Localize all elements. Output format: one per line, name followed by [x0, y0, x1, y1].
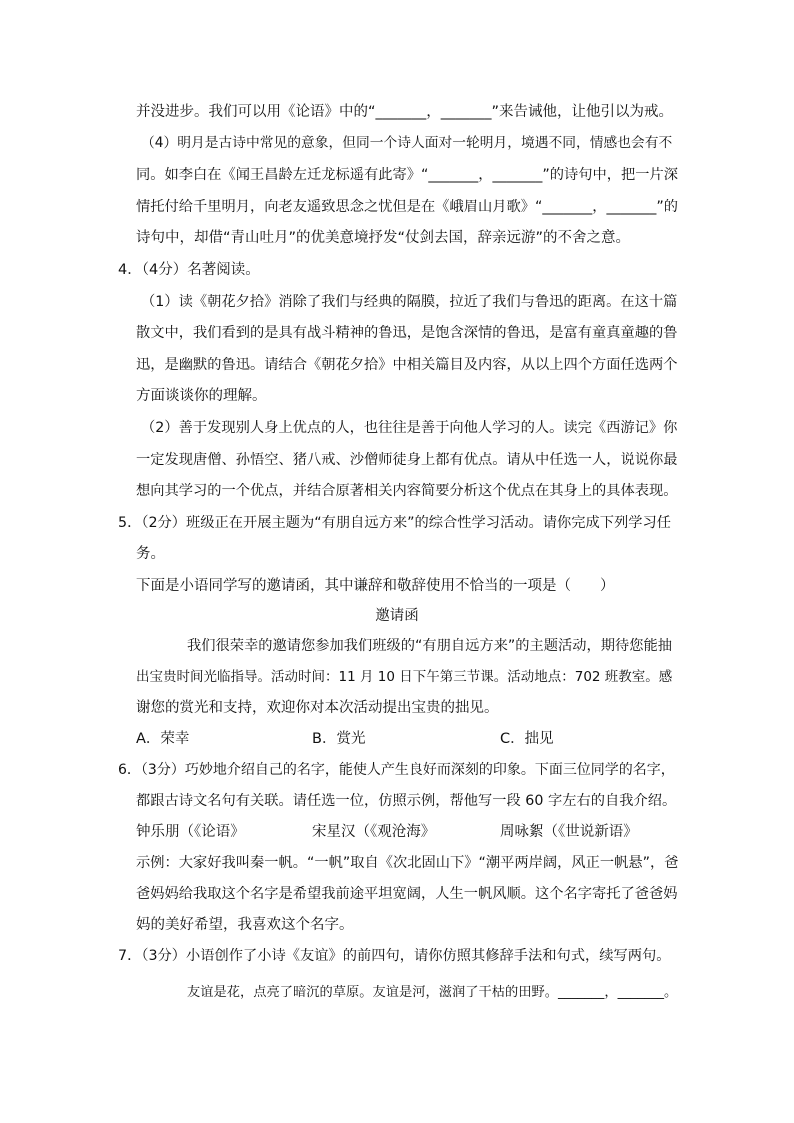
q4-sub1-line: 迅，是幽默的鲁迅。请结合《朝花夕拾》中相关篇目及内容，从以上四个方面任选两个: [136, 357, 678, 373]
name-option: 周咏絮（《世说新语》: [500, 824, 638, 840]
option-c: C．拙见: [500, 731, 554, 747]
q6-title: 6．（3分）巧妙地介绍自己的名字，能使人产生良好而深刻的印象。下面三位同学的名字，: [118, 762, 675, 778]
option-a: A．荣幸: [136, 731, 190, 747]
letter-title: 邀请函: [375, 608, 419, 624]
q3-sub4-line: 情托付给千里明月，向老友遥致思念之忧但是在《峨眉山月歌》“_______，_______”的: [136, 199, 679, 215]
q5-title: 5．（2分）班级正在开展主题为“有朋自远方来”的综合性学习活动。请你完成下列学习任: [118, 515, 672, 531]
q4-sub2-line: 想向其学习的一个优点，并结合原著相关内容简要分析这个优点在其身上的具体表现。: [136, 483, 678, 499]
q3-sub4-line: 诗句中，却借“青山吐月”的优美意境抒发“仗剑去国，辞亲远游”的不舍之意。: [136, 230, 631, 246]
name-option: 钟乐朋（《论语》: [136, 824, 245, 840]
option-b: B．赏光: [312, 731, 366, 747]
q6-line: 都跟古诗文名句有关联。请任选一位，仿照示例，帮他写一段 60 字左右的自我介绍。: [136, 793, 677, 809]
q4-sub1-line: 散文中，我们看到的是具有战斗精神的鲁迅，是饱含深情的鲁迅，是富有童真童趣的鲁: [136, 325, 678, 341]
example-line: 妈的美好希望，我喜欢这个名字。: [136, 917, 354, 933]
q4-sub1-line: 方面谈谈你的理解。: [136, 388, 267, 404]
q7-poem-line: 友谊是花，点亮了暗沉的草原。友谊是河，滋润了干枯的田野。_______，_______。: [187, 985, 678, 1000]
q4-sub2-line: （2）善于发现别人身上优点的人，也往往是善于向他人学习的人。读完《西游记》你: [141, 420, 678, 436]
letter-line: 我们很荣幸的邀请您参加我们班级的“有朋自远方来”的主题活动，期待您能抽: [187, 638, 673, 654]
q3-sub4-line: （4）明月是古诗中常见的意象，但同一个诗人面对一轮明月，境遇不同，情感也会有不: [141, 135, 673, 151]
letter-line: 出宝贵时间光临指导。活动时间：11 月 10 日下午第三节课。活动地点：702 班教室。感: [136, 669, 673, 685]
name-option: 宋星汉（《观沧海》: [312, 824, 436, 840]
example-line: 爸妈妈给我取这个名字是希望我前途平坦宽阔，人生一帆风顺。这个名字寄托了爸爸妈: [136, 886, 678, 902]
q5-question: 下面是小语同学写的邀请函，其中谦辞和敬辞使用不恰当的一项是（ ）: [136, 578, 615, 594]
example-line: 示例：大家好我叫秦一帆。“一帆”取自《次北固山下》“潮平两岸阔，风正一帆悬”，爸: [136, 855, 679, 871]
q3-sub4-line: 同。如李白在《闻王昌龄左迁龙标遥有此寄》“_______，_______”的诗句中，把一片深: [136, 167, 679, 183]
letter-line: 谢您的赏光和支持，欢迎你对本次活动提出宝贵的拙见。: [136, 700, 499, 716]
q4-sub1-line: （1）读《朝花夕拾》消除了我们与经典的隔膜，拉近了我们与鲁迅的距离。在这十篇: [141, 294, 678, 310]
q4-sub2-line: 一定发现唐僧、孙悟空、猪八戒、沙僧师徒身上都有优点。请从中任选一人，说说你最: [136, 452, 678, 468]
q5-line: 务。: [136, 546, 165, 562]
q4-title: 4．（4分）名著阅读。: [118, 262, 260, 278]
q3-line: 并没进步。我们可以用《论语》中的“_______，_______”来告诫他，让他引以为戒。: [136, 104, 674, 120]
q7-title: 7．（3分）小语创作了小诗《友谊》的前四句，请你仿照其修辞手法和句式，续写两句。: [118, 948, 671, 964]
